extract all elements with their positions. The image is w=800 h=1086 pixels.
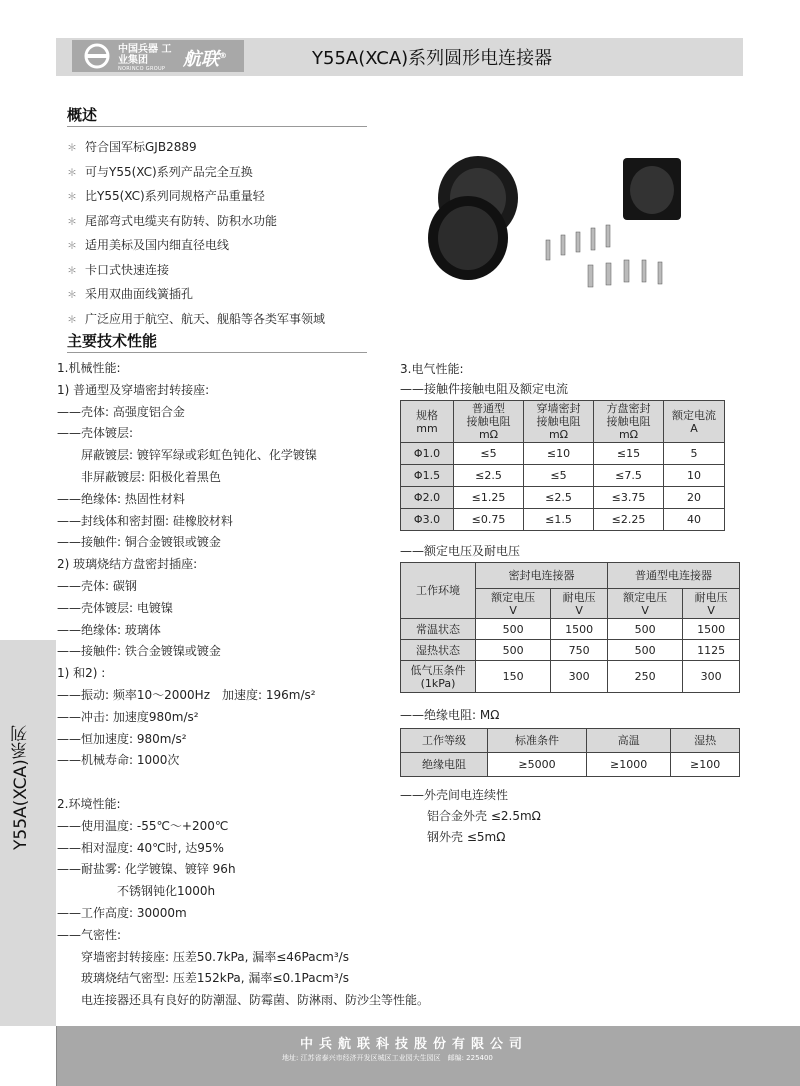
spec-line: ——封线体和密封圈: 硅橡胶材料 xyxy=(57,513,233,528)
voltage-table xyxy=(400,562,740,693)
contact-pins-icon xyxy=(546,225,662,287)
spec-line: ——绝缘体: 热固性材料 xyxy=(57,491,185,506)
list-item: ＊ 可与Y55(XC)系列产品完全互换 xyxy=(67,164,253,179)
table-header: 额定电流 A xyxy=(664,401,725,443)
spec-line: 1) 普通型及穿墙密封转接座: xyxy=(57,382,210,397)
table-header: 规格 mm xyxy=(401,401,454,443)
square-receptacle-icon xyxy=(623,158,681,220)
table-row: 湿热状态 500 750 500 1125 xyxy=(401,640,740,661)
spec-line: 穿墙密封转接座: 压差50.7kPa, 漏率≤46Pacm³/s xyxy=(57,949,349,964)
overview-list xyxy=(67,136,325,332)
contact-resistance-table xyxy=(400,400,725,531)
spec-line: 2.环境性能: xyxy=(57,797,121,811)
logo-brand-text: 航联® xyxy=(183,49,227,70)
spec-line: ——相对湿度: 40℃时, 达95% xyxy=(57,840,224,855)
table-header: 普通型电连接器 xyxy=(607,563,739,589)
overview-heading: 概述 xyxy=(67,106,98,124)
table-header: 工作环境 xyxy=(401,563,476,619)
list-item: ＊ 比Y55(XC)系列同规格产品重量轻 xyxy=(67,189,265,203)
company-address: 地址: 江苏省泰兴市经济开发区城区工业园大生园区 邮编: 225400 xyxy=(282,1054,493,1062)
table-header: 耐电压 V xyxy=(683,589,740,619)
table-header: 普通型 接触电阻 mΩ xyxy=(454,401,524,443)
table-header: 额定电压 V xyxy=(476,589,551,619)
table1-title: ——接触件接触电阻及额定电流 xyxy=(400,382,569,396)
logo-mark-icon xyxy=(82,43,112,69)
spec-line: 1) 和2) : xyxy=(57,666,106,681)
spec-line: ——壳体镀层: xyxy=(57,426,134,441)
table-row: Φ2.0 ≤1.25 ≤2.5 ≤3.75 20 xyxy=(401,487,725,509)
table-row: Φ3.0 ≤0.75 ≤1.5 ≤2.25 40 xyxy=(401,509,725,531)
page-title: Y55A(XCA)系列圆形电连接器 xyxy=(312,48,553,69)
spec-line: ——恒加速度: 980m/s² xyxy=(57,731,187,746)
list-item: ＊ 符合国军标GJB2889 xyxy=(67,140,197,154)
table-header: 湿热 xyxy=(671,729,740,753)
table-header: 额定电压 V xyxy=(607,589,682,619)
table-header: 高温 xyxy=(587,729,671,753)
table-header: 密封电连接器 xyxy=(476,563,608,589)
table-header: 标准条件 xyxy=(488,729,587,753)
continuity-aluminum: 铝合金外壳 ≤2.5mΩ xyxy=(427,809,541,823)
table-row: 常温状态 500 1500 500 1500 xyxy=(401,619,740,640)
mechanical-specs xyxy=(57,358,317,772)
spec-line: ——接触件: 铜合金镀银或镀金 xyxy=(57,535,221,550)
spec-line: 1.机械性能: xyxy=(57,361,121,375)
logo-en-text: NORINCO GROUP xyxy=(118,66,166,72)
sidebar-series-label: Y55A(XCA)系列 xyxy=(11,725,31,850)
spec-line: ——冲击: 加速度980m/s² xyxy=(57,709,199,724)
round-connector-plug-icon xyxy=(428,156,518,280)
spec-line: ——接触件: 铁合金镀镍或镀金 xyxy=(57,644,221,659)
list-item: ＊ 卡口式快速连接 xyxy=(67,262,170,277)
product-photo xyxy=(418,150,683,290)
environmental-specs xyxy=(57,794,429,1012)
insulation-table xyxy=(400,728,740,777)
table-header: 耐电压 V xyxy=(551,589,608,619)
spec-line: ——工作高度: 30000m xyxy=(57,905,187,920)
company-name: 中兵航联科技股份有限公司 xyxy=(300,1037,529,1052)
spec-line: 不锈钢钝化1000h xyxy=(57,884,216,899)
table-row: 绝缘电阻 ≥5000 ≥1000 ≥100 xyxy=(401,753,740,777)
spec-line: ——壳体镀层: 电镀镍 xyxy=(57,600,173,615)
continuity-steel: 钢外壳 ≤5mΩ xyxy=(427,830,506,844)
spec-line: ——耐盐雾: 化学镀镍、镀锌 96h xyxy=(57,862,236,877)
spec-line: 屏蔽镀层: 镀锌军绿或彩虹色钝化、化学镀镍 xyxy=(57,448,317,463)
list-item: ＊ 采用双曲面线簧插孔 xyxy=(67,287,194,301)
spec-line: 非屏蔽镀层: 阳极化着黑色 xyxy=(57,469,221,484)
spec-line: ——壳体: 高强度铝合金 xyxy=(57,404,185,419)
spec-line: ——气密性: xyxy=(57,927,122,942)
table-row: 低气压条件 (1kPa) 150 300 250 300 xyxy=(401,661,740,693)
list-item: ＊ 尾部弯式电缆夹有防转、防积水功能 xyxy=(67,213,278,228)
list-item: ＊ 广泛应用于航空、航天、舰船等各类军事领域 xyxy=(67,311,326,326)
overview-rule xyxy=(67,126,367,127)
table-header: 工作等级 xyxy=(401,729,488,753)
table2-title: ——额定电压及耐电压 xyxy=(400,544,521,558)
spec-line: 玻璃烧结气密型: 压差152kPa, 漏率≤0.1Pacm³/s xyxy=(57,971,349,986)
spec-line: ——机械寿命: 1000次 xyxy=(57,753,180,768)
list-item: ＊ 适用美标及国内细直径电线 xyxy=(67,238,230,252)
spec-line: ——振动: 频率10～2000Hz 加速度: 196m/s² xyxy=(57,687,316,702)
spec-line: ——壳体: 碳钢 xyxy=(57,578,137,593)
logo-cn-text: 中国兵器 工业集团 xyxy=(118,44,172,66)
spec-line: 2) 玻璃烧结方盘密封插座: xyxy=(57,557,198,572)
table-row: Φ1.0 ≤5 ≤10 ≤15 5 xyxy=(401,443,725,465)
spec-line: ——使用温度: -55℃～+200℃ xyxy=(57,818,229,833)
table-header: 穿墙密封 接触电阻 mΩ xyxy=(524,401,594,443)
spec-line: 电连接器还具有良好的防潮湿、防霉菌、防淋雨、防沙尘等性能。 xyxy=(57,993,430,1008)
specs-heading: 主要技术性能 xyxy=(67,332,158,350)
electrical-heading: 3.电气性能: xyxy=(400,362,464,376)
continuity-title: ——外壳间电连续性 xyxy=(400,788,509,802)
specs-rule xyxy=(67,352,367,353)
table-header: 方盘密封 接触电阻 mΩ xyxy=(594,401,664,443)
table-row: Φ1.5 ≤2.5 ≤5 ≤7.5 10 xyxy=(401,465,725,487)
spec-line: ——绝缘体: 玻璃体 xyxy=(57,622,161,637)
table3-title: ——绝缘电阻: MΩ xyxy=(400,708,500,722)
